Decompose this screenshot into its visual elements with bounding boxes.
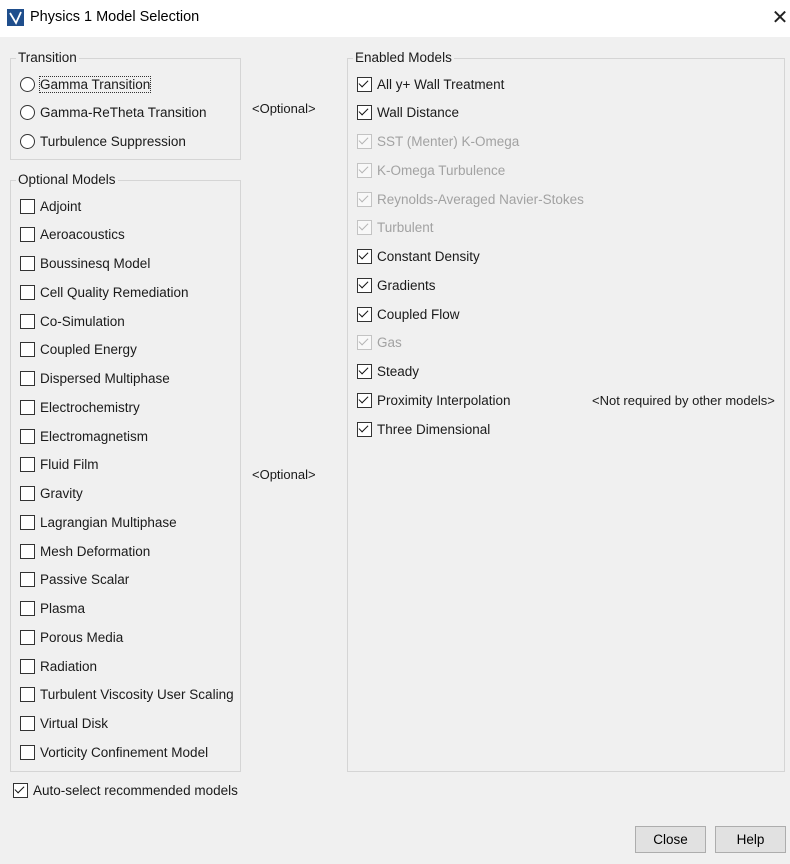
checkbox-fluid-film[interactable] [20,455,99,475]
checkbox-label: Three Dimensional [377,421,491,437]
checkbox-label: Porous Media [40,629,124,645]
checkbox-box[interactable] [20,745,35,760]
checkbox-box[interactable] [20,716,35,731]
optional-models-optional-note: <Optional> [252,467,316,482]
checkbox-box [357,134,372,149]
checkbox-box[interactable] [20,687,35,702]
enabled-gradients[interactable] [357,275,436,295]
checkbox-box[interactable] [20,227,35,242]
enabled-wall-distance[interactable] [357,103,459,123]
radio-label: Gamma-ReTheta Transition [40,104,207,120]
checkbox-label: SST (Menter) K-Omega [377,134,520,149]
checkbox-lagrangian-multiphase[interactable] [20,512,177,532]
checkbox-dispersed-multiphase[interactable] [20,369,170,389]
radio-gamma-transition[interactable] [20,74,150,94]
checkbox-box[interactable] [20,371,35,386]
checkbox-coupled-energy[interactable] [20,340,137,360]
checkbox-box [357,335,372,350]
checkbox-label: K-Omega Turbulence [377,162,506,178]
checkbox-label: Gravity [40,486,83,501]
checkbox-box[interactable] [357,77,372,92]
checkbox-porous-media[interactable] [20,627,123,647]
checkbox-box[interactable] [20,400,35,415]
checkbox-label: Lagrangian Multiphase [40,514,177,530]
title-bar [0,0,790,37]
radio-turbulence-suppression[interactable] [20,131,186,151]
checkbox-label: Vorticity Confinement Model [40,744,209,760]
radio-label: Gamma Transition [40,76,151,92]
checkbox-box[interactable] [20,314,35,329]
checkbox-label: Fluid Film [40,457,99,473]
not-required-note: <Not required by other models> [592,393,775,408]
checkbox-label: Electrochemistry [40,399,140,415]
checkbox-virtual-disk[interactable] [20,714,108,734]
checkbox-label: Boussinesq Model [40,256,151,271]
checkbox-box[interactable] [357,364,372,379]
checkbox-passive-scalar[interactable] [20,570,129,590]
radio-button[interactable] [20,77,35,92]
checkbox-electromagnetism[interactable] [20,426,148,446]
checkbox-label: Adjoint [40,198,82,214]
checkbox-box[interactable] [20,486,35,501]
checkbox-box[interactable] [357,249,372,264]
checkbox-box[interactable] [20,429,35,444]
close-button[interactable]: Close [635,826,706,853]
checkbox-box[interactable] [20,342,35,357]
checkbox-label: Proximity Interpolation [377,392,511,408]
radio-label: Turbulence Suppression [40,133,186,149]
checkbox-box [357,192,372,207]
checkbox-label: Reynolds-Averaged Navier-Stokes [377,191,584,207]
enabled-proximity-interpolation[interactable] [357,390,511,410]
transition-optional-note: <Optional> [252,101,316,116]
auto-select-checkbox-box[interactable] [13,783,28,798]
checkbox-box[interactable] [20,515,35,530]
help-button[interactable]: Help [715,826,786,853]
enabled-steady[interactable] [357,362,419,382]
checkbox-vorticity-confinement-model[interactable] [20,742,208,762]
checkbox-plasma[interactable] [20,599,85,619]
checkbox-turbulent-viscosity-user-scaling[interactable] [20,685,234,705]
checkbox-label: Co-Simulation [40,313,125,329]
checkbox-label: Coupled Energy [40,342,137,358]
checkbox-gravity[interactable] [20,484,83,504]
enabled-three-dimensional[interactable] [357,419,490,439]
checkbox-label: Steady [377,364,420,379]
checkbox-box[interactable] [357,393,372,408]
checkbox-cell-quality-remediation[interactable] [20,282,189,302]
auto-select-checkbox[interactable] [13,780,238,800]
checkbox-electrochemistry[interactable] [20,397,140,417]
radio-gamma-retheta-transition[interactable] [20,102,207,122]
checkbox-label: Coupled Flow [377,306,460,322]
checkbox-box[interactable] [20,659,35,674]
transition-legend: Transition [18,50,77,65]
enabled-constant-density[interactable] [357,247,480,267]
checkbox-box[interactable] [357,422,372,437]
app-icon [7,9,24,26]
checkbox-label: Turbulent Viscosity User Scaling [40,687,234,703]
checkbox-label: All y+ Wall Treatment [377,76,505,92]
checkbox-box[interactable] [20,572,35,587]
checkbox-box[interactable] [20,544,35,559]
enabled-sst-menter-k-omega [357,132,519,152]
checkbox-label: Gas [377,335,402,351]
radio-button[interactable] [20,134,35,149]
checkbox-label: Constant Density [377,249,480,264]
radio-button[interactable] [20,105,35,120]
enabled-all-y-wall-treatment[interactable] [357,74,504,94]
checkbox-label: Mesh Deformation [40,543,151,559]
checkbox-co-simulation[interactable] [20,311,125,331]
checkbox-box [357,163,372,178]
checkbox-box[interactable] [20,630,35,645]
checkbox-label: Passive Scalar [40,572,130,588]
checkbox-label: Virtual Disk [40,716,109,731]
checkbox-mesh-deformation[interactable] [20,541,150,561]
checkbox-box[interactable] [20,457,35,472]
enabled-k-omega-turbulence [357,160,505,180]
checkbox-label: Aeroacoustics [40,227,125,243]
checkbox-box [357,220,372,235]
checkbox-box[interactable] [357,307,372,322]
checkbox-label: Dispersed Multiphase [40,371,170,386]
checkbox-boussinesq-model[interactable] [20,254,150,274]
checkbox-label: Gradients [377,277,436,293]
checkbox-label: Plasma [40,601,86,616]
enabled-reynolds-averaged-navier-stokes [357,189,584,209]
window-title: Physics 1 Model Selection [30,9,200,25]
checkbox-label: Wall Distance [377,105,460,121]
auto-select-label: Auto-select recommended models [33,782,238,798]
close-window-icon[interactable]: ✕ [771,7,789,29]
optional-models-legend: Optional Models [18,172,116,187]
enabled-models-legend: Enabled Models [355,50,452,65]
checkbox-box[interactable] [20,601,35,616]
checkbox-box[interactable] [20,199,35,214]
enabled-gas [357,333,402,353]
checkbox-label: Radiation [40,658,98,674]
checkbox-box[interactable] [357,105,372,120]
checkbox-radiation[interactable] [20,656,97,676]
checkbox-label: Turbulent [377,220,434,236]
enabled-turbulent [357,218,434,238]
checkbox-adjoint[interactable] [20,196,81,216]
checkbox-aeroacoustics[interactable] [20,225,125,245]
checkbox-box[interactable] [20,285,35,300]
enabled-coupled-flow[interactable] [357,304,460,324]
checkbox-box[interactable] [357,278,372,293]
checkbox-box[interactable] [20,256,35,271]
checkbox-label: Cell Quality Remediation [40,284,189,300]
checkbox-label: Electromagnetism [40,428,149,444]
